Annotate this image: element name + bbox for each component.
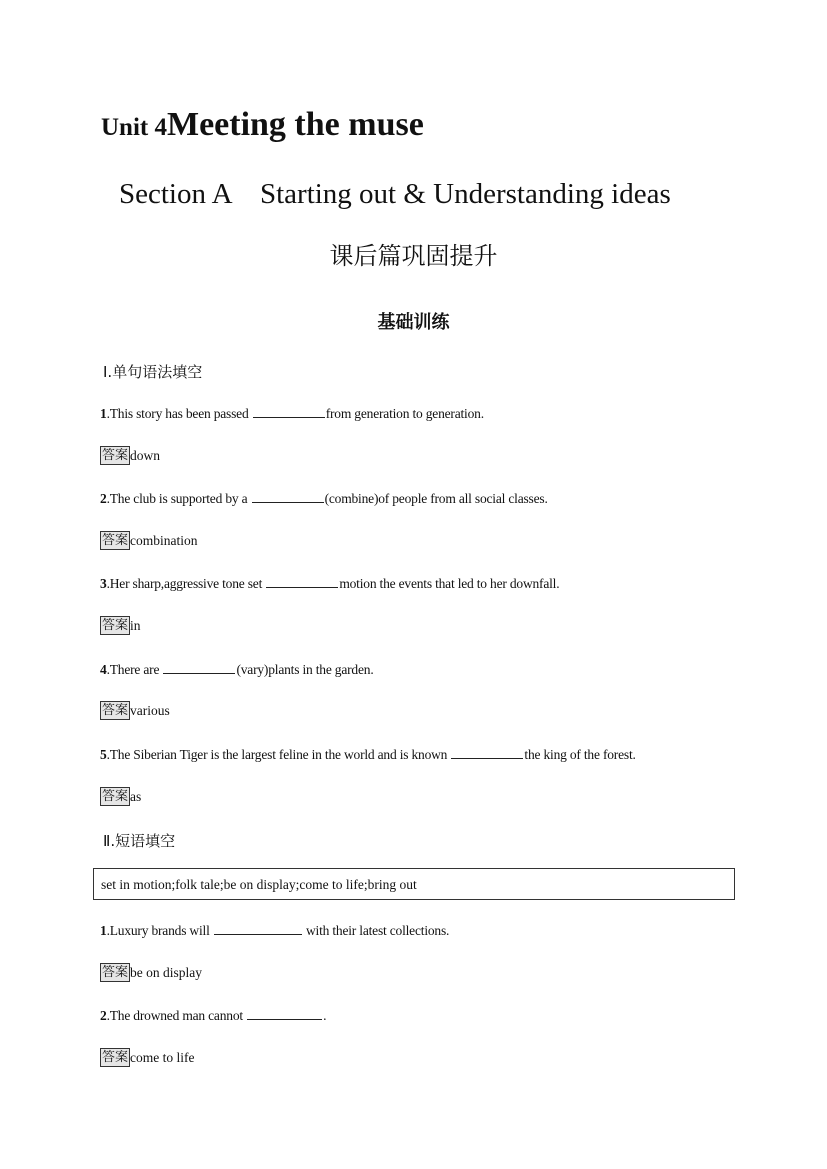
answer-badge: 答案 [102,533,129,548]
answer-1-1: 答案 down [102,447,161,463]
answer-1-2: 答案 combination [102,532,198,548]
answer-badge: 答案 [102,448,129,463]
unit-name: Meeting the muse [166,106,424,143]
question-1-2: 2.The club is supported by a (combine)of people from all social classes. [100,491,548,506]
answer-2-2: 答案 come to life [102,1049,195,1065]
answer-badge: 答案 [102,1050,129,1065]
blank[interactable] [163,661,235,674]
cn-title: 课后篇巩固提升 [329,242,498,270]
blank[interactable] [214,922,302,935]
blank[interactable] [247,1007,322,1020]
blank[interactable] [451,746,523,759]
answer-2-1: 答案 be on display [102,964,203,980]
answer-badge: 答案 [102,703,129,718]
answer-1-5: 答案 as [102,788,142,804]
question-1-5: 5.The Siberian Tiger is the largest feline in the world and is known the king of the forest. [100,747,636,762]
question-1-3: 3.Her sharp,aggressive tone set motion the events that led to her downfall. [100,576,560,591]
part2-title: Ⅱ.短语填空 [103,832,176,850]
question-2-2: 2.The drowned man cannot . [100,1008,327,1023]
unit-title [101,106,424,144]
phrase-list: set in motion;folk tale;be on display;come to life;bring out [101,877,417,892]
blank[interactable] [266,575,338,588]
section-title: Section A Starting out & Understanding ideas [119,178,671,210]
answer-badge: 答案 [102,618,129,633]
unit-prefix: Unit 4 [101,114,167,141]
answer-badge: 答案 [102,789,129,804]
question-1-4: 4.There are (vary)plants in the garden. [100,662,374,677]
question-1-1: 1.This story has been passed from generation to generation. [100,406,484,421]
blank[interactable] [252,490,324,503]
cn-subtitle: 基础训练 [377,312,450,333]
phrase-box [93,868,735,900]
answer-1-4: 答案 various [102,702,170,718]
answer-badge: 答案 [102,965,129,980]
answer-1-3: 答案 in [102,617,141,633]
question-2-1: 1.Luxury brands will with their latest collections. [100,923,450,938]
part1-title: Ⅰ.单句语法填空 [103,363,203,381]
blank[interactable] [253,405,325,418]
